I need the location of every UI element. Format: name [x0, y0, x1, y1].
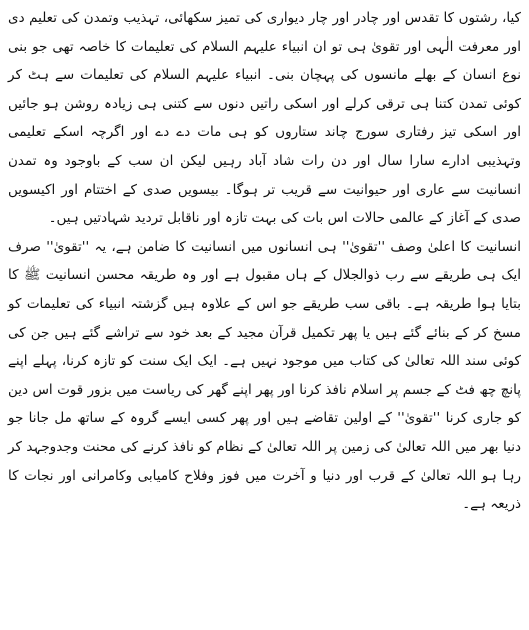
paragraph-1: کیا، رشتوں کا تقدس اور چادر اور چار دیواری کی تمیز سکھائی، تہذیب وتمدن کی تعلیم دی اور معرفت الٰہی اور تقویٰ ہی تو ان انبیاء علیہم السلام کی تعلیمات کا خاصہ تھی جو بنی نوع انسان کے بھلے مانسوں کی پہچان بنی۔ انبیاء علیہم السلام کی تعلیمات سے ہٹ کر کوئی تمدن کتنا ہی ترقی کرلے اور اسکی راتیں دنوں سے کتنی ہی زیادہ روشن ہو جائیں اور اسکی تیز رفتاری سورج چاند ستاروں کو ہی مات دے دے اور اگرچہ اسکے تعلیمی وتہذیبی ادارے سارا سال اور دن رات شاد آباد رہیں لیکن ان سب کے باوجود وہ تمدن انسانیت سے عاری اور حیوانیت سے قریب تر ہوگا۔ بیسویں صدی کے اختتام اور اکیسویں صدی کے آغاز کے عالمی حالات اس بات کی بہت تازہ اور ناقابل تردید شہادتیں ہیں۔	[8, 10, 521, 227]
paragraph-2: انسانیت کا اعلیٰ وصف ''تقویٰ'' ہی انسانوں میں انسانیت کا ضامن ہے، یہ ''تقویٰ'' صرف ایک ہی طریقے سے رب ذوالجلال کے ہاں مقبول ہے اور وہ طریقہ محسن انسانیت ﷺ کا بتایا ہوا طریقہ ہے۔ باقی سب طریقے جو اس کے علاوہ ہیں گزشتہ انبیاء کی تعلیمات کو مسخ کر کے بنائے گئے ہیں یا پھر تکمیل قرآن مجید کے بعد خود سے تراشے گئے ہیں جن کی کوئی سند اللہ تعالیٰ کی کتاب میں موجود نہیں ہے۔ ایک ایک سنت کو تازہ کرنا، پہلے اپنے پانچ چھ فٹ کے جسم پر اسلام نافذ کرنا اور پھر اپنے گھر کی ریاست میں بزور قوت اس دین کو جاری کرنا ''تقویٰ'' کے اولین تقاضے ہیں اور پھر کسی ایسے گروہ کے ساتھ مل جانا جو دنیا بھر میں اللہ تعالیٰ کی زمین پر اللہ تعالیٰ کے نظام کو نافذ کرنے کی محنت وجدوجہد کر رہا ہو اللہ تعالیٰ کے قرب اور دنیا و آخرت میں فوز وفلاح کامیابی وکامرانی اور نجات کا ذریعہ ہے۔	[8, 238, 521, 513]
